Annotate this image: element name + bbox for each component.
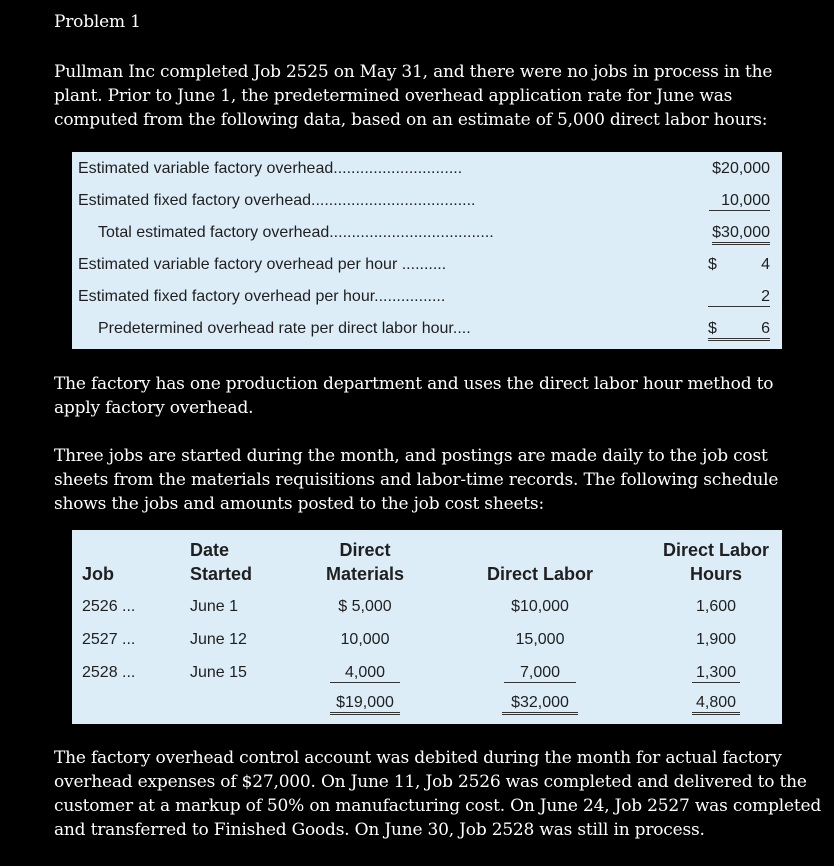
currency-symbol: $ (708, 256, 717, 273)
problem-title: Problem 1 (54, 12, 141, 32)
total-materials: $19,000 (330, 694, 400, 715)
header-direct-labor: Direct Labor (486, 564, 594, 584)
overhead-row-variable-per-hour (72, 250, 782, 282)
header-materials-line1: Direct (339, 540, 391, 560)
job-date: June 15 (190, 664, 247, 681)
header-date-line1: Date (190, 540, 230, 560)
overhead-label: Total estimated factory overhead..................................... (98, 224, 494, 241)
job-number: 2527 ... (82, 631, 136, 648)
job-labor: 7,000 (504, 664, 576, 683)
jobs-table (72, 530, 782, 724)
overhead-label: Predetermined overhead rate per direct labor hour.... (98, 320, 471, 337)
overhead-label: Estimated variable factory overhead............................. (78, 160, 463, 177)
overhead-row-predetermined-rate (72, 314, 782, 346)
job-hours: 1,600 (695, 598, 737, 615)
overhead-row-fixed (72, 186, 782, 218)
header-job: Job (82, 564, 115, 584)
total-labor: $32,000 (502, 694, 578, 715)
header-hours-line2: Hours (689, 564, 742, 584)
currency-symbol: $ (708, 320, 717, 337)
intro-paragraph: Pullman Inc completed Job 2525 on May 31, and there were no jobs in process in the plant. Prior to June 1, the predetermined overhead application rate for June was computed from the following data, based on an estimate of 5,000 direct labor hours: (54, 62, 773, 130)
overhead-label: Estimated fixed factory overhead..................................... (78, 192, 476, 209)
job-hours: 1,900 (695, 631, 737, 648)
overhead-amount: 2 (708, 288, 770, 307)
overhead-row-variable (72, 154, 782, 186)
overhead-row-total (72, 218, 782, 250)
job-materials: $ 5,000 (338, 598, 392, 615)
overhead-amount: 4 (761, 256, 770, 273)
overhead-amount: $30,000 (712, 224, 770, 245)
job-number: 2528 ... (82, 664, 136, 681)
jobs-intro-paragraph: Three jobs are started during the month, and postings are made daily to the job cost sheets from the materials requisitions and labor-time records. The following schedule shows the jobs and amounts posted to the job cost sheets: (54, 446, 779, 514)
department-paragraph: The factory has one production department and uses the direct labor hour method to apply factory overhead. (54, 374, 774, 418)
overhead-label: Estimated fixed factory overhead per hour................ (78, 288, 446, 305)
job-labor: 15,000 (515, 631, 565, 648)
header-hours-line1: Direct Labor (662, 540, 770, 560)
job-materials: 10,000 (340, 631, 390, 648)
overhead-amount: $20,000 (712, 160, 770, 177)
header-materials-line2: Materials (325, 564, 405, 584)
overhead-label: Estimated variable factory overhead per hour .......... (78, 256, 447, 273)
header-date-line2: Started (190, 564, 253, 584)
rate-underline (708, 320, 770, 341)
job-number: 2526 ... (82, 598, 136, 615)
overhead-amount: 6 (761, 320, 770, 337)
overhead-amount: 10,000 (709, 192, 770, 211)
job-labor: $10,000 (511, 598, 569, 615)
overhead-row-fixed-per-hour (72, 282, 782, 314)
overhead-rate-table (72, 152, 782, 349)
job-materials: 4,000 (330, 664, 400, 683)
job-date: June 12 (190, 631, 247, 648)
job-hours: 1,300 (692, 664, 740, 683)
total-hours: 4,800 (692, 694, 740, 715)
overhead-expense-paragraph: The factory overhead control account was debited during the month for actual factory overhead expenses of $27,000. On June 11, Job 2526 was completed and delivered to the customer at a markup of 50% on manufacturing cost. On June 24, Job 2527 was completed and transferred to Finished Goods. On June 30, Job 2528 was still in process. (54, 748, 822, 840)
job-date: June 1 (190, 598, 239, 615)
